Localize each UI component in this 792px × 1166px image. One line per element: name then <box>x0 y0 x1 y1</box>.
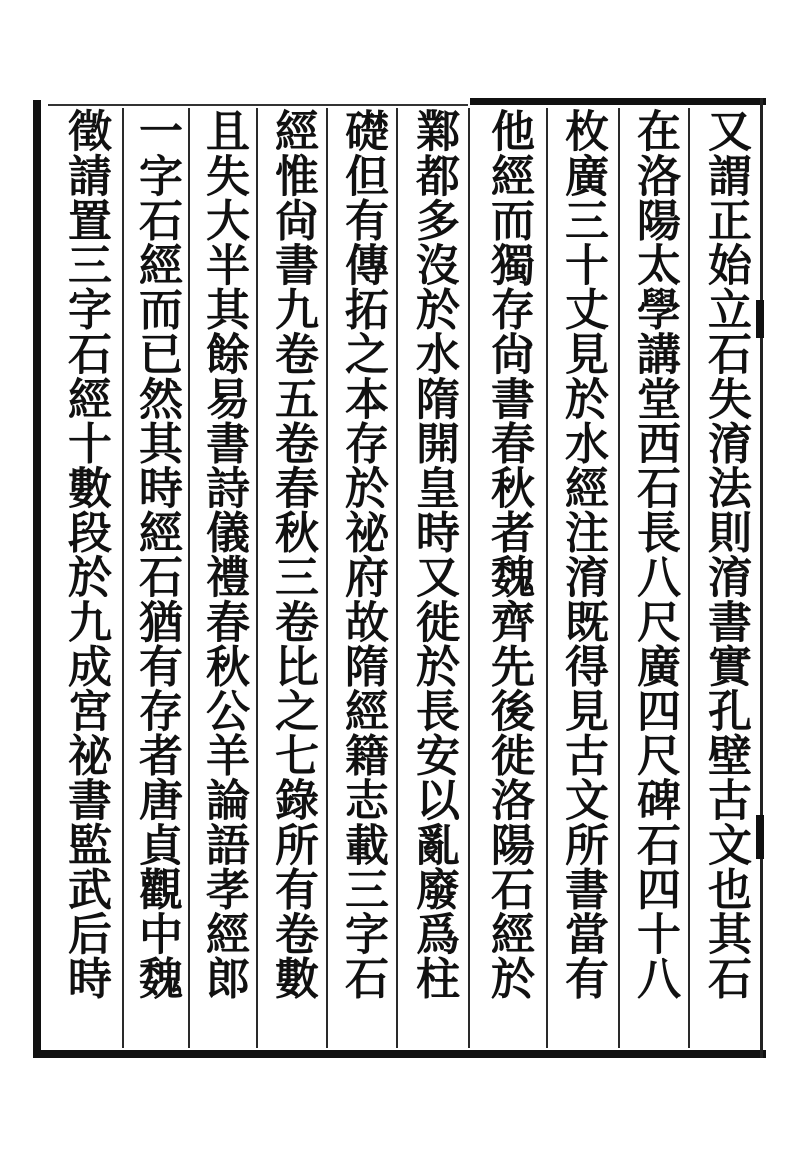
frame-left-border <box>33 100 41 1058</box>
column-rule <box>688 108 690 1048</box>
text-column-3 <box>551 108 613 1048</box>
text-column-4 <box>477 108 539 1048</box>
text-column-1 <box>694 108 756 1048</box>
frame-top-border <box>470 98 766 105</box>
text-column-10 <box>54 108 116 1048</box>
text-column-5 <box>402 108 464 1048</box>
column-rule <box>256 108 258 1048</box>
text-column-6 <box>331 108 393 1048</box>
frame-right-mark-lower <box>756 815 764 859</box>
column-rule <box>618 108 620 1048</box>
column-rule <box>396 108 398 1048</box>
column-text: 一字石經而已然其時經石猶有存者唐貞觀中魏 <box>131 108 182 1000</box>
frame-right-mark-upper <box>756 300 764 338</box>
column-rule <box>188 108 190 1048</box>
column-text: 經惟尙書九卷五卷春秋三卷比之七錄所有卷數 <box>267 108 318 1000</box>
column-rule <box>122 108 124 1048</box>
column-text: 在洛陽太學講堂西石長八尺廣四尺碑石四十八 <box>629 108 680 1000</box>
text-column-7 <box>261 108 323 1048</box>
column-text: 礎但有傳拓之本存於祕府故隋經籍志載三字石 <box>337 108 388 1000</box>
column-text: 徵請置三字石經十數段於九成宮祕書監武后時 <box>60 108 111 1000</box>
column-rule <box>546 108 548 1048</box>
text-column-9 <box>125 108 187 1048</box>
column-text: 枚廣三十丈見於水經注淯既得見古文所書當有 <box>557 108 608 1000</box>
frame-top-thin-border <box>48 104 468 106</box>
column-text: 鄴都多沒於水隋開皇時又徙於長安以亂廢爲柱 <box>408 108 459 1000</box>
column-text: 且失大半其餘易書詩儀禮春秋公羊論語孝經郎 <box>198 108 249 1000</box>
column-rule <box>326 108 328 1048</box>
frame-right-border <box>760 98 763 1058</box>
column-text: 又謂正始立石失淯法則淯書實孔壁古文也其石 <box>700 108 751 1000</box>
text-column-2 <box>623 108 685 1048</box>
text-column-8 <box>192 108 254 1048</box>
frame-bottom-border <box>33 1050 766 1058</box>
column-text: 他經而獨存尙書春秋者魏齊先後徙洛陽石經於 <box>483 108 534 1000</box>
column-rule <box>468 108 470 1048</box>
